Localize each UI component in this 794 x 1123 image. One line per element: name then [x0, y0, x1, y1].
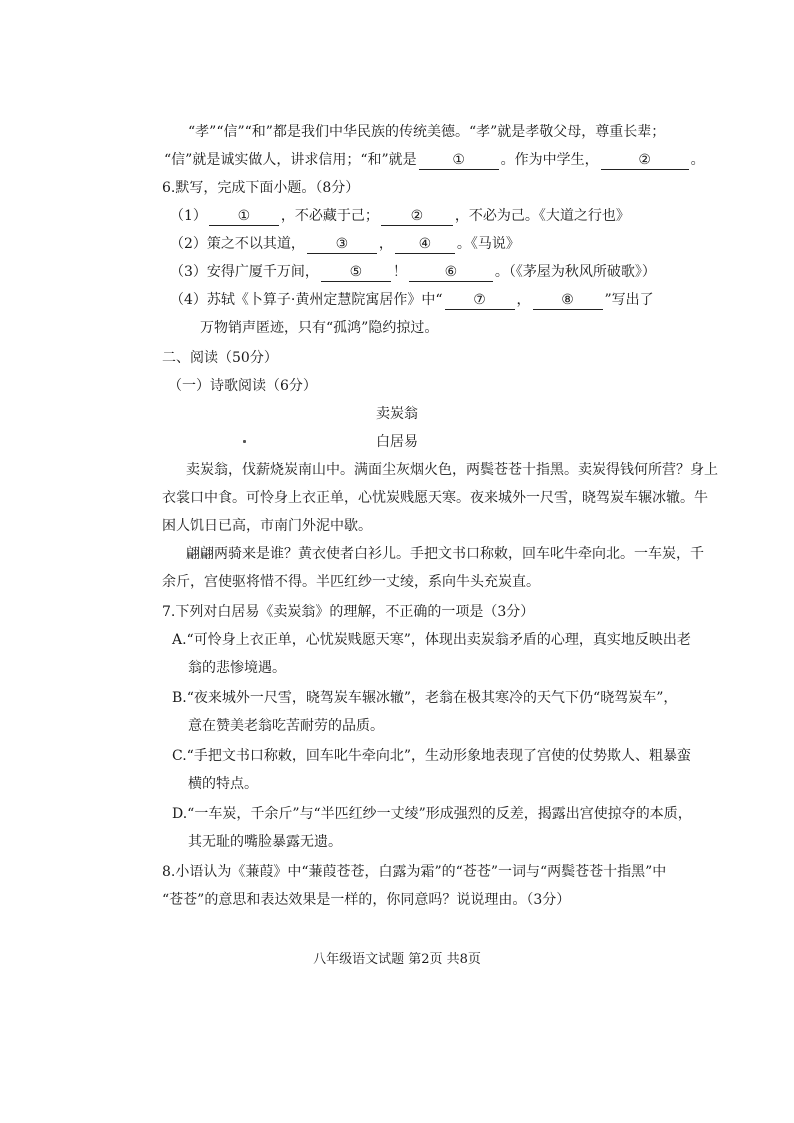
q6-item-2-text-b: 。《马说》 — [456, 236, 520, 252]
intro-text-2b: 。作为中学生， — [500, 152, 599, 168]
blank-2[interactable]: ② — [601, 151, 689, 170]
q6-item-3-text-b: 。（《茅屋为秋风所破歌》） — [494, 264, 656, 280]
q7-option-c-line-1[interactable]: C.“手把文书口称敕，回车叱牛牵向北”，生动形象地表现了宫使的仗势欺人、粗暴蛮 — [172, 748, 691, 764]
q6-item-1 — [170, 206, 630, 226]
q7-option-a-line-2: 翁的悲惨境遇。 — [188, 660, 286, 676]
intro-line-2 — [164, 150, 705, 170]
q6-heading: 6.默写，完成下面小题。（8分） — [162, 180, 360, 196]
section2-heading: 二、阅读（50分） — [162, 350, 278, 366]
page-footer: 八年级语文试题 第2页 共8页 — [313, 952, 481, 967]
intro-text-2c: 。 — [690, 152, 705, 168]
q6-item-2-num: （2）策之不以其道， — [170, 236, 305, 252]
q7-option-b-line-2: 意在赞美老翁吃苦耐劳的品质。 — [188, 718, 384, 734]
section2-subheading: （一）诗歌阅读（6分） — [168, 378, 317, 394]
q7-option-c-line-2: 横的特点。 — [188, 776, 258, 792]
blank-10[interactable]: ⑧ — [533, 291, 603, 310]
blank-6[interactable]: ④ — [395, 235, 455, 254]
blank-4[interactable]: ② — [381, 207, 453, 226]
q6-item-2 — [170, 234, 520, 254]
q7-stem: 7.下列对白居易《卖炭翁》的理解，不正确的一项是（3分） — [162, 604, 535, 620]
q8-line-2: “苍苍”的意思和表达效果是一样的，你同意吗？说说理由。（3分） — [162, 892, 571, 908]
q6-item-4 — [170, 290, 654, 310]
q7-option-b-line-1[interactable]: B.“夜来城外一尺雪，晓驾炭车辗冰辙”，老翁在极其寒冷的天气下仍“晓驾炭车”， — [172, 690, 678, 706]
poem-author: 白居易 — [376, 434, 418, 450]
q6-item-4-num: （4）苏轼《卜算子·黄州定慧院寓居作》中“ — [170, 292, 443, 308]
q7-option-a-line-1[interactable]: A.“可怜身上衣正单，心忧炭贱愿天寒”，体现出卖炭翁矛盾的心理，真实地反映出老 — [172, 632, 691, 648]
q7-option-d-line-2: 其无耻的嘴脸暴露无遗。 — [188, 834, 342, 850]
q6-item-3-text-a: ！ — [392, 264, 407, 280]
poem-p1-line-3: 困人饥日已高，市南门外泥中歇。 — [162, 518, 372, 534]
blank-1[interactable]: ① — [419, 151, 499, 170]
intro-line-1 — [188, 122, 665, 142]
q6-item-1-num: （1） — [170, 208, 207, 224]
q6-item-3-num: （3）安得广厦千万间， — [170, 264, 319, 280]
q8-line-1: 8.小语认为《蒹葭》中“蒹葭苍苍，白露为霜”的“苍苍”一词与“两鬓苍苍十指黑”中 — [162, 864, 667, 880]
intro-text-2a: “信”就是诚实做人，讲求信用；“和”就是 — [164, 152, 417, 168]
blank-5[interactable]: ③ — [307, 235, 377, 254]
poem-p1-line-1: 卖炭翁，伐薪烧炭南山中。满面尘灰烟火色，两鬓苍苍十指黑。卖炭得钱何所营？身上 — [186, 462, 718, 478]
q6-item-4-text-a: ， — [516, 292, 531, 308]
q7-option-d-line-1[interactable]: D.“一车炭，千余斤”与“半匹红纱一丈绫”形成强烈的反差，揭露出宫使掠夺的本质， — [172, 806, 692, 822]
scan-speck — [243, 440, 246, 443]
q6-item-3 — [170, 262, 656, 282]
q6-item-2-text-a: ， — [378, 236, 393, 252]
q6-item-1-text-a: ，不必藏于己； — [280, 208, 379, 224]
q6-item-1-text-b: ，不必为己。《大道之行也》 — [454, 208, 630, 224]
poem-title: 卖炭翁 — [376, 406, 418, 422]
blank-7[interactable]: ⑤ — [321, 263, 391, 282]
q6-item-4-text-b: ”写出了 — [604, 292, 654, 308]
blank-9[interactable]: ⑦ — [445, 291, 515, 310]
blank-3[interactable]: ① — [209, 207, 279, 226]
intro-text-1: “孝”“信”“和”都是我们中华民族的传统美德。“孝”就是孝敬父母，尊重长辈； — [188, 124, 666, 140]
poem-p2-line-1: 翩翩两骑来是谁？黄衣使者白衫儿。手把文书口称敕，回车叱牛牵向北。一车炭，千 — [186, 546, 704, 562]
poem-p1-line-2: 衣裳口中食。可怜身上衣正单，心忧炭贱愿天寒。夜来城外一尺雪，晓驾炭车辗冰辙。牛 — [162, 490, 708, 506]
q6-item-4-cont: 万物销声匿迹，只有“孤鸿”隐约掠过。 — [200, 320, 439, 336]
poem-p2-line-2: 余斤，宫使驱将惜不得。半匹红纱一丈绫，系向牛头充炭直。 — [162, 574, 540, 590]
blank-8[interactable]: ⑥ — [409, 263, 493, 282]
